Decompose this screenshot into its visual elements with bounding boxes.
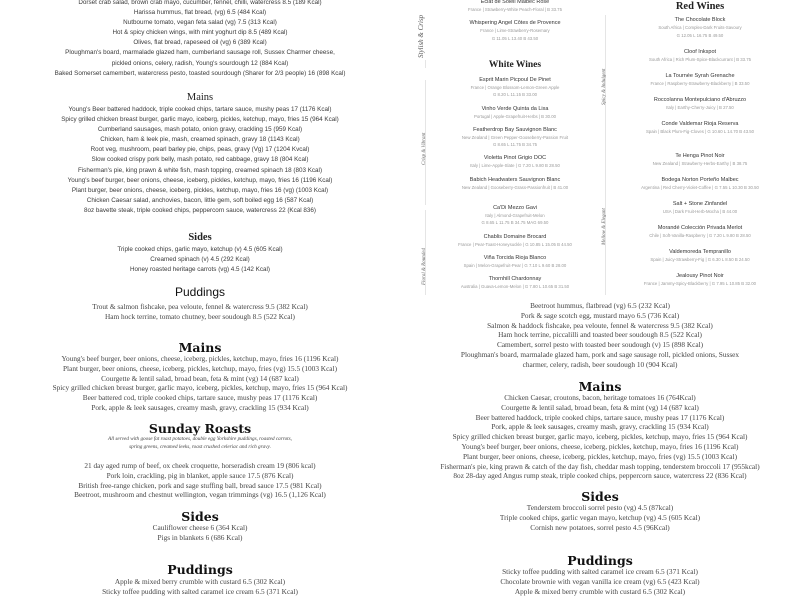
- menu-item: All served with goose fat roast potatoes, double egg Yorkshire puddings, roasted carrots,: [108, 436, 292, 442]
- wine-details: G 8.20 L 11.15 B 33.00: [493, 92, 537, 98]
- wine-name: Vinho Verde Quinta da Lixa: [481, 105, 549, 112]
- menu-item: charmer, celery, radish, beer soudough 10 (904 Kcal): [522, 359, 678, 369]
- wine-name: The Chocolate Block: [674, 17, 726, 23]
- wine-item: [430, 255, 600, 269]
- mains-heading: Mains: [186, 92, 214, 103]
- puddings-heading: Puddings: [567, 553, 633, 568]
- wine-name: Cloof Inkspot: [683, 49, 717, 55]
- wine-name: Salt + Stone Zinfandel: [672, 201, 728, 207]
- wine-item: [610, 248, 790, 264]
- menu-item: Plant burger, beer onions, cheese, iceberg, pickles, ketchup, mayo, fries (vg) 15.5 (1003 Kcal): [63, 363, 337, 373]
- wine-details: France | Jammy-Spicy-Blackberry | G 7.95 L 10.85 B 32.00: [643, 281, 757, 286]
- puddings-heading: Puddings: [174, 285, 226, 299]
- wine-name: La Tournée Syrah Grenache: [665, 73, 735, 79]
- menu-item: Camembert, sorrel pesto with toasted beer soudough (v) 15 (898 Kcal): [496, 340, 704, 350]
- wine-details: G 11.05 L 13.40 B 43.50: [491, 35, 539, 41]
- wine-name: Conde Valdemar Rioja Reserva: [661, 121, 739, 127]
- wine-item: [430, 127, 600, 149]
- menu-item: Cumberland sausages, mash potato, onion gravy, crackling 15 (959 Kcal): [97, 126, 303, 134]
- wine-name: Morandé Colección Privada Merlot: [657, 225, 743, 231]
- menu-item: 8oz 28-day aged Angus rump steak, triple cooked chips, peppercorn sauce, watercress 22 (836 Kcal): [453, 471, 747, 481]
- menu-item: Pigs in blankets 6 (686 Kcal): [157, 532, 243, 542]
- wine-name: Roccolanna Montepulciano d'Abruzzo: [653, 97, 747, 103]
- wine-details: France | Lime-Strawberry-Rosemary: [480, 28, 550, 34]
- sunday-roasts-heading: Sunday Roasts: [148, 421, 252, 436]
- wine-details: New Zealand | Strawberry-Herbs-Earthy | B 38.75: [652, 161, 748, 166]
- menu-item: Fisherman's pie, king prawn & catch of the day fish, cheddar mash topping, tenderstem broccoli 17 (955kcal): [440, 461, 760, 471]
- wine-item: [610, 176, 790, 192]
- mains-heading: Mains: [178, 340, 222, 355]
- sides-heading: Sides: [181, 509, 219, 524]
- menu-item: spring greens, creamed leeks, roast crushed celeriac and rich gravy.: [129, 444, 271, 450]
- menu-item: Young's Beer battered haddock, triple cooked chips, tartare sauce, mushy peas 17 (1176 Kcal): [68, 106, 332, 113]
- menu-item: Honey roasted heritage carrots (vg) 4.5 (142 Kcal): [130, 266, 270, 274]
- wine-details: Spain | Melon-Grapefruit-Pear | G 7.10 L 9.60 B 28.00: [463, 262, 567, 268]
- menu-item: Pork & sage scotch egg, mustard mayo 6.5 (736 Kcal): [520, 310, 680, 320]
- wine-item: [430, 77, 600, 99]
- wine-name: Violetta Pinot Grigio DOC: [483, 155, 547, 162]
- wine-details: G 8.65 L 11.75 B 34.75 MAG 69.50: [481, 220, 549, 226]
- wine-details: G 12.05 L 16.75 B 49.50: [676, 33, 724, 38]
- wine-details: Italy | Earthy-Cherry-Juicy | B 27.50: [666, 105, 734, 110]
- wine-name: Te Henga Pinot Noir: [675, 153, 725, 159]
- menu-item: Chicken Caesar, croutons, bacon, heritage tomatoes 16 (764Kcal): [504, 393, 696, 402]
- menu-item: 21 day aged rump of beef, ox cheek croquette, horseradish cream 19 (806 kcal): [84, 461, 316, 470]
- menu-item: Chicken Caesar salad, anchovies, bacon, little gem, soft boiled egg 16 (587 Kcal): [86, 196, 314, 204]
- wine-details: Australia | Guava-Lemon-Melon | G 7.80 L 10.65 B 31.50: [460, 284, 570, 290]
- wine-details: Italy | Lime-Apple-Slate | G 7.20 L 9.80 B 28.50: [470, 163, 560, 169]
- sides-list: [0, 523, 400, 543]
- wine-item: [430, 106, 600, 120]
- starters-list: [400, 301, 800, 370]
- menu-item: Cornish new potatoes, sorrel pesto 4.5 (96Kcal): [530, 522, 670, 532]
- red-wines-spicy: [610, 16, 790, 144]
- puddings-list: [0, 577, 400, 597]
- sides-heading: Sides: [581, 489, 619, 504]
- white-wines-floral: [430, 205, 600, 297]
- sides-heading: Sides: [188, 232, 212, 243]
- wine-details: New Zealand | Gooseberry-Grass-Passionfruit | B 41.00: [461, 184, 569, 190]
- menu-item: Tenderstem broccoli sorrel pesto (vg) 4.5 (87kcal): [526, 503, 674, 512]
- menu-item: Ham hock terrine, tomato chutney, beer soudough 8.5 (522 Kcal): [104, 311, 295, 321]
- menu-item: Ploughman's board, marmalade glazed ham, pork and sage sausage roll, pickled onions, Sussex: [460, 349, 740, 359]
- wine-details: France | Orange Blossom-Lemon-Green Apple: [470, 85, 560, 90]
- label-mellow-elegant: Mellow & Elegant: [602, 208, 607, 245]
- puddings-list: [400, 567, 800, 596]
- red-wines-mellow: [610, 152, 790, 296]
- wine-item: [610, 48, 790, 64]
- label-spicy-indulgent: Spicy & Indulgent: [602, 68, 607, 105]
- wine-details: Italy | Almond-Grapefruit-Melon: [485, 213, 545, 218]
- menu-item: Beer battered cod, triple cooked chips, tartare sauce, mushy peas 17 (1176 Kcal): [82, 393, 318, 403]
- menu-item: British free-range chicken, pork and sage stuffing ball, bread sauce 17.5 (981 Kcal): [78, 480, 322, 490]
- wine-details: USA | Dark Fruit-Herb-Mocha | B 44.00: [662, 209, 738, 214]
- menu-item: 8oz bavette steak, triple cooked chips, peppercorn sauce, watercress 22 (Kcal 836): [83, 206, 317, 214]
- menu-item: Young's beef burger, beer onions, cheese, iceberg, pickles, ketchup, mayo, fries 16 (1196 Kcal): [61, 354, 339, 363]
- menu-item: Chicken, ham & leek pie, mash, creamed spinach, gravy 18 (1143 Kcal): [100, 136, 300, 144]
- white-wines-heading: White Wines: [488, 60, 542, 70]
- wine-item: [610, 72, 790, 88]
- menu-item: pickled onions, celery, radish, Young's sourdough 12 (884 Kcal): [111, 59, 289, 67]
- wine-item: [430, 155, 600, 169]
- menu-item: Hot & spicy chicken wings, with mint yoghurt dip 8.5 (489 Kcal): [112, 29, 288, 37]
- wine-name: Esprit Marin Picpoul De Pinet: [479, 77, 551, 83]
- menu-item: Apple & mixed berry crumble with custard 6.5 (302 Kcal): [514, 586, 686, 596]
- wine-name: Jealousy Pinot Noir: [676, 273, 724, 279]
- mains-heading: Mains: [578, 379, 622, 394]
- wine-name: Bodega Norton Porteño Malbec: [661, 177, 739, 183]
- mains-list: [0, 354, 400, 413]
- menu-item: Fisherman's pie, king prawn & white fish, mash topping, creamed spinach 18 (803 Kcal): [77, 166, 323, 174]
- wine-item: [610, 96, 790, 112]
- menu-item: Beetroot hummus, flatbread (vg) 6.5 (232 Kcal): [530, 301, 670, 310]
- wine-item: [610, 152, 790, 168]
- wine-item: [430, 276, 600, 290]
- menu-item: Ploughman's board, marmalade glazed ham, cumberland sausage roll, Sussex Charmer cheese,: [65, 49, 335, 57]
- wine-details: Chile | Soft-Vanilla-Raspberry | G 7.20 L 9.80 B 28.50: [649, 233, 751, 238]
- label-crisp-vibrant: Crisp & Vibrant: [422, 132, 427, 165]
- wine-list-page: [415, 0, 800, 298]
- wine-item: [430, 205, 600, 227]
- wine-item: [430, 0, 600, 13]
- menu-item: Courgette & lentil salad, broad bean, feta & mint (vg) 14 (687 kcal): [501, 402, 699, 412]
- menu-item: Triple cooked chips, garlic mayo, ketchup (v) 4.5 (605 Kcal): [117, 246, 283, 253]
- wine-details: G 8.65 L 11.75 B 34.75: [493, 142, 537, 148]
- menu-item: Spicy grilled chicken breast burger, garlic mayo, iceberg, pickles, ketchup, mayo, fries 15 (964 Kcal): [61, 116, 339, 124]
- label-stylish-crisp: Stylish & Crisp: [417, 14, 425, 58]
- wine-name: Valdemoreda Tempranillo: [669, 249, 731, 255]
- mains-list: [0, 105, 400, 216]
- wine-details: France | Strawberry-White Peach-Floral | B 33.75: [468, 7, 562, 12]
- wine-item: [430, 234, 600, 248]
- menu-item: Trout & salmon fishcake, pea veloute, fennel & watercress 9.5 (382 Kcal): [92, 302, 308, 311]
- wine-details: South Africa | Complex-Dark Fruits-Savoury: [658, 25, 742, 30]
- wine-item: [610, 224, 790, 240]
- menu-item: Spicy grilled chicken breast burger, garlic mayo, iceberg, pickles, ketchup, mayo, fries 15 (964 Kcal): [452, 432, 748, 442]
- menu-item: Courgette & lentil salad, broad bean, feta & mint (vg) 14 (687 kcal): [101, 373, 299, 383]
- menu-item: Chocolate brownie with vegan vanilla ice cream (vg) 6.5 (423 Kcal): [500, 576, 700, 586]
- wine-item: [610, 16, 790, 40]
- menu-item: Apple & mixed berry crumble with custard 6.5 (302 Kcal): [114, 577, 286, 586]
- menu-item: Ham hock terrine, piccalilli and toasted beer soudough 8.5 (522 Kcal): [498, 330, 702, 340]
- wine-name: Thornhill Chardonnay: [488, 276, 542, 283]
- menu-item: Beetroot, mushroom and chestnut wellington, vegan trimmings (vg) 16.5 (1,126 Kcal): [74, 490, 326, 500]
- menu-item: Sticky toffee pudding with salted caramel ice cream 6.5 (371 Kcal): [102, 586, 298, 596]
- wine-name: Chablis Domaine Brocard: [483, 233, 547, 240]
- wine-details: Argentina | Red Cherry-Violet-Coffee | G 7.55 L 10.30 B 30.50: [641, 185, 759, 190]
- roasts-note: [0, 435, 400, 451]
- wine-name: Featherdrop Bay Sauvignon Blanc: [473, 126, 557, 133]
- menu-item: Salmon & haddock fishcake, pea veloute, fennel & watercress 9.5 (382 Kcal): [487, 320, 713, 330]
- wine-name: Éclat de Soleil Malbec Rosé: [480, 0, 550, 5]
- wine-item: [610, 120, 790, 136]
- label-floral-rounded: Floral & Rounded: [422, 248, 427, 285]
- white-wines-crisp: [430, 77, 600, 198]
- wine-item: [430, 20, 600, 42]
- wine-details: Portugal | Apple-Grapefruit-Herbs | B 30.00: [473, 113, 556, 119]
- wine-name: Ca'Di Mezzo Gavi: [493, 205, 537, 211]
- menu-item: Baked Somerset camembert, watercress pesto, toasted sourdough (Sharer for 2/3 people) 16 (898 Kcal): [54, 69, 346, 77]
- wine-details: France | Raspberry-Strawberry-Blackberry | B 33.50: [650, 81, 750, 86]
- sides-list: [400, 503, 800, 532]
- menu-item: Plant burger, beer onions, cheese, iceberg, pickles, ketchup, mayo, fries 16 (vg) (1003 Kcal): [71, 186, 329, 194]
- wine-item: [610, 200, 790, 216]
- menu-page-bottom-left: [0, 300, 400, 600]
- menu-item: Sticky toffee pudding with salted caramel ice cream 6.5 (371 Kcal): [502, 567, 698, 576]
- starters-list: [0, 302, 400, 322]
- menu-item: Young's beef burger, beer onions, cheese, iceberg, pickles, ketchup, mayo, fries 16 (1196 Kcal): [461, 441, 739, 451]
- puddings-heading: Puddings: [167, 562, 233, 577]
- wine-details: Spain | Juicy-Strawberry-Fig | G 6.30 L 8.50 B 24.50: [650, 257, 750, 262]
- rose-wines: [430, 0, 600, 49]
- wine-item: [610, 272, 790, 288]
- menu-item: Harissa hummus, flat bread, (vg) 6.5 (484 Kcal): [133, 9, 267, 17]
- menu-item: Root veg, mushroom, pearl barley pie, chips, peas, gravy (Vg) 17 (1204 Kvcal): [90, 146, 310, 154]
- menu-item: Pork loin, crackling, pig in blanket, apple sauce 17.5 (876 Kcal): [106, 470, 294, 480]
- wine-item: [430, 177, 600, 191]
- menu-item: Triple cooked chips, garlic vegan mayo, ketchup (vg) 4.5 (605 Kcal): [499, 512, 701, 522]
- menu-item: Spicy grilled chicken breast burger, garlic mayo, iceberg, pickles, ketchup, mayo, fries 15 (964 Kcal): [52, 383, 348, 393]
- menu-item: Young's beef burger, beer onions, cheese, iceberg, pickles, ketchup, mayo, fries 16 (1196 Kcal): [67, 176, 333, 184]
- roasts-list: [0, 461, 400, 500]
- wine-name: Viña Torcida Rioja Blanco: [483, 254, 547, 261]
- menu-item: Dorset crab salad, brown crab mayo, cucumber, fennel, chilli, watercress 8.5 (189 Kcal): [78, 0, 322, 6]
- menu-item: Pork, apple & leek sausages, creamy mash, gravy, crackling 15 (934 Kcal): [91, 402, 309, 412]
- wine-details: France | Pear-Toast-Honeysuckle | G 10.85 L 15.05 B 44.50: [458, 241, 572, 247]
- wine-details: South Africa | Rich Plum-Spice-Blackcurrant | B 33.75: [648, 57, 752, 62]
- menu-item: Creamed spinach (v) 4.5 (292 Kcal): [150, 256, 250, 264]
- wine-name: Babich Headwaters Sauvignon Blanc: [469, 176, 561, 183]
- red-wines-heading: Red Wines: [675, 1, 725, 12]
- sides-list: [0, 245, 400, 275]
- menu-page-bottom-right: [400, 298, 800, 600]
- wine-details: Spain | Black Plum-Fig-Cloves | G 10.60 L 14.70 B 43.50: [645, 129, 755, 134]
- menu-item: Pork, apple & leek sausages, creamy mash, gravy, crackling 15 (934 Kcal): [491, 422, 709, 432]
- menu-item: Beer battered haddock, triple cooked chips, tartare sauce, mushy peas 17 (1176 Kcal): [475, 412, 725, 422]
- starters-list: [0, 0, 400, 79]
- menu-item: Slow cooked crispy pork belly, mash potato, red cabbage, gravy 18 (804 Kcal): [91, 156, 309, 164]
- wine-name: Whispering Angel Côtes de Provence: [469, 20, 561, 27]
- menu-item: Olives, flat bread, rapeseed oil (vg) 6 (389 Kcal): [133, 39, 267, 47]
- menu-item: Nutbourne tomato, vegan feta salad (vg) 7.5 (313 Kcal): [123, 19, 277, 27]
- menu-item: Cauliflower cheese 6 (364 Kcal): [152, 523, 248, 532]
- mains-list: [400, 393, 800, 481]
- menu-page-top-left: [0, 0, 400, 300]
- wine-details: New Zealand | Green Pepper-Gooseberry-Passion Fruit: [461, 134, 569, 140]
- menu-item: Plant burger, beer onions, cheese, iceberg, pickles, ketchup, mayo, fries (vg) 15.5 (1003 Kcal): [463, 451, 737, 461]
